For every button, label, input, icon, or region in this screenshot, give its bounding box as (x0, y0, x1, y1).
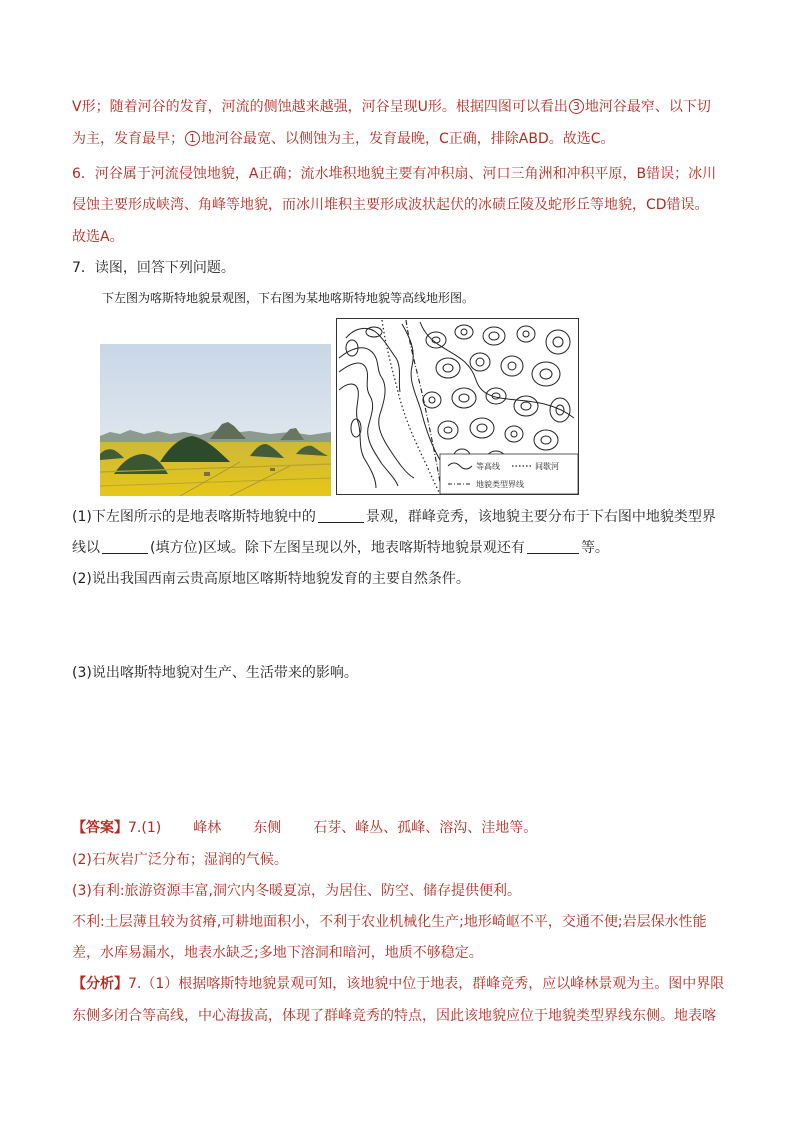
q6-line-3: 故选A。 (72, 229, 124, 245)
legend-boundary-label: 地貌类型界线 (476, 480, 524, 489)
text-span: 地河谷最窄、以下切 (584, 99, 711, 115)
legend-river-label: 间歇河 (535, 462, 559, 471)
circled-number-3: 3 (569, 99, 584, 114)
analysis-tag: 【分析】 (72, 976, 128, 992)
text-span: 为主，发育最早； (72, 131, 184, 147)
text-span: 地河谷最宽、以侧蚀为主，发育最晚，C正确，排除ABD。故选C。 (201, 131, 615, 147)
answer-number: 7.(1) (128, 820, 162, 836)
q6-line-2: 侵蚀主要形成峡湾、角峰等地貌，而冰川堆积主要形成波状起伏的冰碛丘陵及蛇形丘等地貌，CD错误。 (72, 197, 709, 213)
answer-line-3: (3)有利:旅游资源丰富,洞穴内冬暖夏凉，为居住、防空、储存提供便利。 (72, 883, 521, 899)
answer-tag: 【答案】 (72, 820, 128, 836)
analysis-line-2: 东侧多闭合等高线，中心海拔高，体现了群峰竞秀的特点，因此该地貌应位于地貌类型界线东侧。地表喀 (72, 1008, 716, 1024)
text-span: 等。 (580, 540, 609, 556)
q7-sub1-line-1 (72, 507, 716, 527)
answer-1: 峰林 (193, 820, 222, 836)
analysis-top-line-2 (72, 129, 615, 149)
text-span: 线以 (72, 540, 100, 556)
text-span: V形；随着河谷的发育，河流的侧蚀越来越强，河谷呈现U形。根据四图可以看出 (72, 99, 568, 115)
q7-title: 7．读图，回答下列问题。 (72, 260, 235, 276)
contour-map (336, 318, 579, 495)
q7-sub3: (3)说出喀斯特地貌对生产、生活带来的影响。 (72, 665, 358, 681)
figure-caption: 下左图为喀斯特地貌景观图，下右图为某地喀斯特地貌等高线地形图。 (102, 291, 475, 305)
text-span: (1)下左图所示的是地表喀斯特地貌中的 (72, 509, 316, 525)
answer-blank-1[interactable] (318, 509, 364, 523)
analysis-top-line-1 (72, 97, 711, 117)
text-span: (填方位)区域。除下左图呈现以外，地表喀斯特地貌景观还有 (150, 540, 525, 556)
karst-landscape-photo (100, 344, 331, 496)
analysis-line-1 (72, 974, 724, 994)
answer-line-4: 不利:土层薄且较为贫瘠,可耕地面积小，不利于农业机械化生产;地形崎岖不平，交通不便;岩层保水性能 (72, 914, 707, 930)
q6-line-1: 6．河谷属于河流侵蚀地貌，A正确；流水堆积地貌主要有冲积扇、河口三角洲和冲积平原，B错误；冰川 (72, 166, 717, 182)
q7-sub2: (2)说出我国西南云贵高原地区喀斯特地貌发育的主要自然条件。 (72, 571, 470, 587)
answer-3: 石芽、峰丛、孤峰、溶沟、洼地等。 (313, 820, 538, 836)
answer-line-5: 差，水库易漏水，地表水缺乏;多地下溶洞和暗河，地质不够稳定。 (72, 945, 483, 961)
circled-number-1: 1 (185, 131, 200, 146)
legend-contour-label: 等高线 (476, 462, 500, 471)
answer-line-1 (72, 818, 537, 838)
q7-sub1-line-2 (72, 538, 609, 558)
answer-blank-3[interactable] (527, 540, 579, 554)
text-span: 景观，群峰竞秀，该地貌主要分布于下右图中地貌类型界 (365, 509, 716, 525)
answer-2: 东侧 (253, 820, 282, 836)
answer-line-2: (2)石灰岩广泛分布；湿润的气候。 (72, 852, 288, 868)
answer-blank-2[interactable] (102, 540, 148, 554)
text-span: 7.（1）根据喀斯特地貌景观可知，该地貌中位于地表，群峰竞秀，应以峰林景观为主。图中界限 (128, 976, 725, 992)
